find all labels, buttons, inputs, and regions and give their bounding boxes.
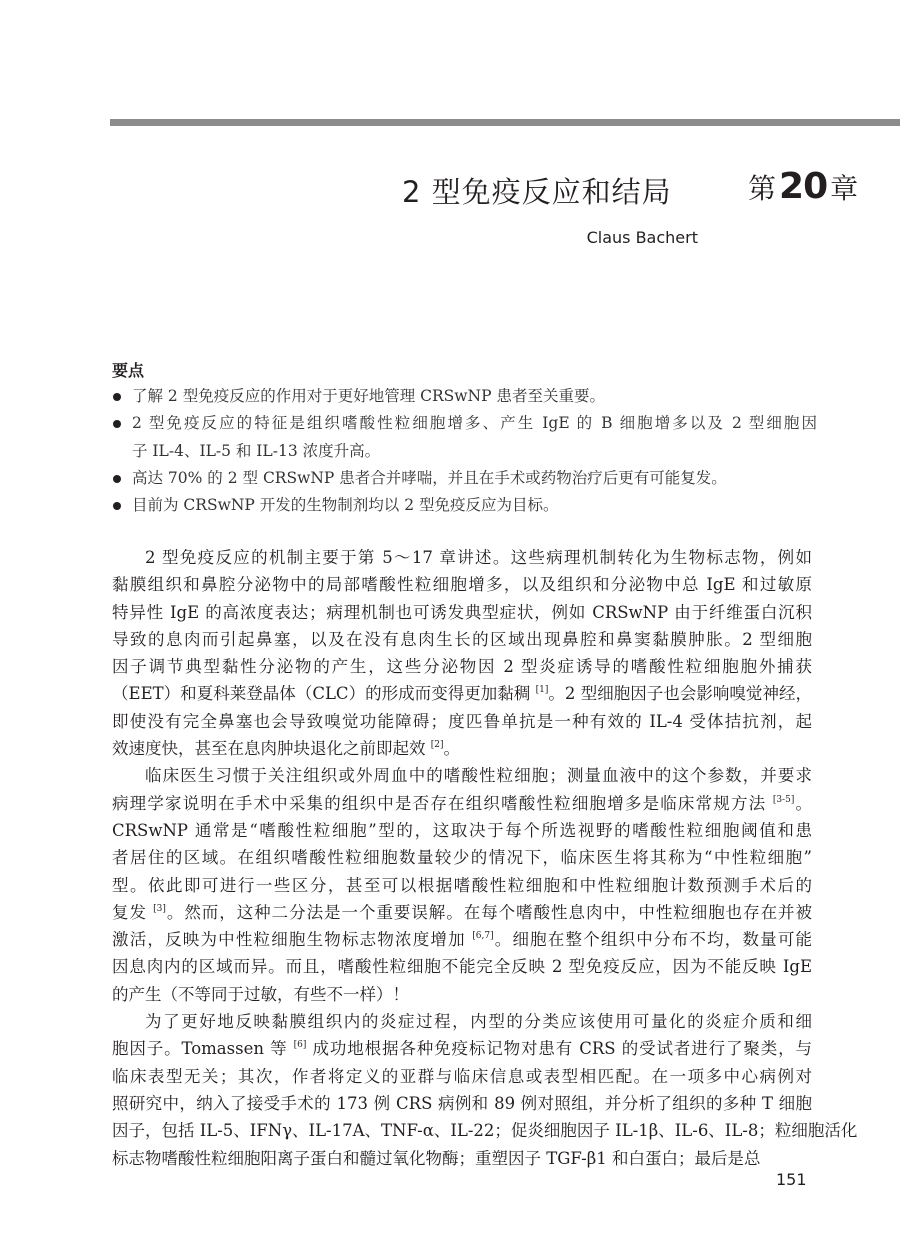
paragraph bbox=[112, 544, 812, 762]
author: Claus Bachert bbox=[586, 228, 698, 247]
key-point-line: 高达 70% 的 2 型 CRSwNP 患者合并哮喘，并且在手术或药物治疗后更有可能复发。 bbox=[132, 468, 727, 487]
key-point-item bbox=[112, 410, 817, 465]
key-point-line: 了解 2 型免疫反应的作用对于更好地管理 CRSwNP 患者至关重要。 bbox=[132, 387, 605, 405]
paragraph-line: 导致的息肉而引起鼻塞，以及在没有息肉生长的区域出现鼻腔和鼻窦黏膜肿胀。2 型细胞 bbox=[112, 629, 812, 649]
paragraph-line: 的产生（不等同于过敏，有些不一样）！ bbox=[112, 984, 409, 1004]
paragraph-line: 黏膜组织和鼻腔分泌物中的局部嗜酸性粒细胞增多，以及组织和分泌物中总 IgE 和过敏原 bbox=[112, 575, 812, 595]
citation-reference: [3-5] bbox=[772, 794, 795, 805]
paragraph-line: （EET）和夏科莱登晶体（CLC）的形成而变得更加黏稠 [1]。2 型细胞因子也会影响嗅觉神经， bbox=[112, 684, 812, 704]
paragraph-line: 因子，包括 IL-5、IFNγ、IL-17A、TNF-α、IL-22；促炎细胞因子 IL-1β、IL-6、IL-8；粒细胞活化 bbox=[112, 1121, 858, 1141]
paragraph-line: 激活，反映为中性粒细胞生物标志物浓度增加 [6,7]。细胞在整个组织中分布不均，数量可能 bbox=[112, 930, 813, 950]
paragraph-line: 胞因子。Tomassen 等 [6] 成功地根据各种免疫标记物对患有 CRS 的受试者进行了聚类，与 bbox=[112, 1039, 812, 1059]
paragraph-line: 照研究中，纳入了接受手术的 173 例 CRS 病例和 89 例对照组，并分析了组织的多种 T 细胞 bbox=[112, 1093, 812, 1113]
key-point-item bbox=[112, 383, 817, 410]
paragraph bbox=[112, 762, 812, 1008]
chapter-label bbox=[748, 166, 858, 207]
paragraph-line: 临床医生习惯于关注组织或外周血中的嗜酸性粒细胞；测量血液中的这个参数，并要求 bbox=[145, 766, 812, 786]
paragraph-line: 复发 [3]。然而，这种二分法是一个重要误解。在每个嗜酸性息肉中，中性粒细胞也存在并被 bbox=[112, 902, 813, 922]
paragraph-line: 即使没有完全鼻塞也会导致嗅觉功能障碍；度匹鲁单抗是一种有效的 IL-4 受体拮抗剂，起 bbox=[112, 711, 812, 731]
citation-reference: [6,7] bbox=[472, 931, 494, 942]
key-points-heading: 要点 bbox=[112, 361, 145, 380]
key-points-list bbox=[112, 383, 817, 519]
paragraph-line: 者居住的区域。在组织嗜酸性粒细胞数量较少的情况下，临床医生将其称为“中性粒细胞” bbox=[112, 848, 812, 868]
paragraph-line: 型。依此即可进行一些区分，甚至可以根据嗜酸性粒细胞和中性粒细胞计数预测手术后的 bbox=[112, 875, 812, 895]
page-number: 151 bbox=[776, 1170, 807, 1189]
key-point-line: 子 IL-4、IL-5 和 IL-13 浓度升高。 bbox=[132, 441, 381, 460]
paragraph-line: 病理学家说明在手术中采集的组织中是否存在组织嗜酸性粒细胞增多是临床常规方法 [3-5]。 bbox=[112, 793, 813, 813]
paragraph-line: 因子调节典型黏性分泌物的产生，这些分泌物因 2 型炎症诱导的嗜酸性粒细胞胞外捕获 bbox=[112, 657, 812, 677]
paragraph-line: 特异性 IgE 的高浓度表达；病理机制也可诱发典型症状，例如 CRSwNP 由于纤维蛋白沉积 bbox=[112, 602, 812, 622]
key-point-line: 目前为 CRSwNP 开发的生物制剂均以 2 型免疫反应为目标。 bbox=[132, 496, 559, 515]
citation-reference: [6] bbox=[293, 1040, 307, 1051]
chapter-title: 2 型免疫反应和结局 bbox=[402, 175, 672, 209]
chapter-number: 20 bbox=[779, 166, 828, 207]
chapter-header-rule bbox=[110, 119, 900, 126]
paragraph-line: 2 型免疫反应的机制主要于第 5～17 章讲述。这些病理机制转化为生物标志物，例如 bbox=[145, 548, 812, 567]
paragraph-line: CRSwNP 通常是“嗜酸性粒细胞”型的，这取决于每个所选视野的嗜酸性粒细胞阈值和患 bbox=[112, 820, 812, 840]
citation-reference: [1] bbox=[535, 685, 549, 696]
paragraph-line: 为了更好地反映黏膜组织内的炎症过程，内型的分类应该使用可量化的炎症介质和细 bbox=[145, 1012, 812, 1032]
paragraph-line: 临床表型无关；其次，作者将定义的亚群与临床信息或表型相匹配。在一项多中心病例对 bbox=[112, 1066, 812, 1086]
paragraph bbox=[112, 1008, 858, 1172]
chapter-suffix: 章 bbox=[830, 172, 859, 205]
key-point-line: 2 型免疫反应的特征是组织嗜酸性粒细胞增多、产生 IgE 的 B 细胞增多以及 2 型细胞因 bbox=[132, 414, 817, 433]
citation-reference: [3] bbox=[153, 903, 166, 914]
paragraph-line: 标志物嗜酸性粒细胞阳离子蛋白和髓过氧化物酶；重塑因子 TGF-β1 和白蛋白；最后是总 bbox=[112, 1148, 761, 1168]
paragraph-line: 因息肉内的区域而异。而且，嗜酸性粒细胞不能完全反映 2 型免疫反应，因为不能反映 IgE bbox=[112, 957, 812, 977]
paragraph-line: 效速度快，甚至在息肉肿块退化之前即起效 [2]。 bbox=[112, 739, 460, 759]
citation-reference: [2] bbox=[430, 740, 444, 751]
key-point-item bbox=[112, 465, 817, 492]
body-text bbox=[112, 544, 858, 1172]
key-point-item bbox=[112, 492, 817, 519]
chapter-prefix: 第 bbox=[748, 172, 777, 205]
